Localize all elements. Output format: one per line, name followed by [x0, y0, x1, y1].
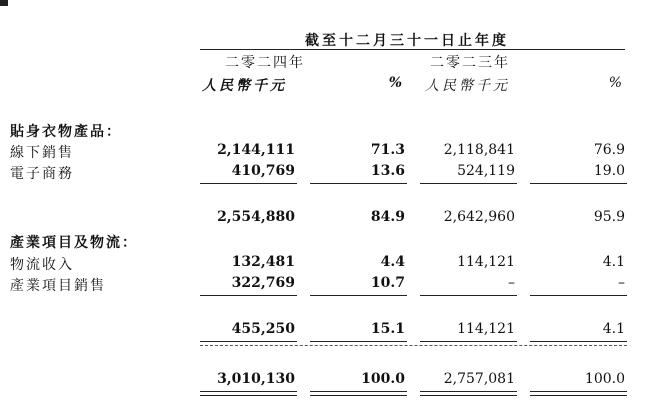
- total-rule: [420, 341, 517, 342]
- total-rule: [200, 341, 297, 342]
- subtotal-rule: [200, 295, 297, 296]
- cell-value-2024: 132,481: [231, 254, 295, 270]
- subtotal-pct-2023: 95.9: [593, 209, 625, 225]
- section-title-intimate-wear: 貼身衣物產品：: [10, 124, 122, 140]
- row-label: 線下銷售: [10, 145, 74, 161]
- total-value-2024: 3,010,130: [217, 371, 295, 387]
- subtotal-rule: [530, 295, 627, 296]
- subtotal-rule: [310, 295, 407, 296]
- total-double-rule: [530, 391, 627, 396]
- total-double-rule: [420, 391, 517, 396]
- page-corner-mark: [0, 0, 8, 6]
- subtotal-rule: [420, 183, 517, 184]
- unit-rmb-2024: 人民幣千元: [202, 78, 287, 94]
- subtotal-value-2024: 455,250: [231, 321, 295, 337]
- total-value-2023: 2,757,081: [443, 371, 515, 387]
- total-double-rule: [310, 391, 407, 396]
- cell-pct-2024: 71.3: [370, 142, 405, 158]
- subtotal-value-2023: 114,121: [457, 321, 515, 337]
- cell-pct-2024: 13.6: [370, 163, 405, 179]
- cell-value-2023: 114,121: [457, 254, 515, 270]
- total-pct-2023: 100.0: [584, 371, 625, 387]
- year-2023-header: 二零二三年: [430, 55, 510, 71]
- cell-pct-2024: 4.4: [380, 254, 405, 270]
- cell-value-2023: –: [508, 275, 515, 291]
- subtotal-value-2023: 2,642,960: [443, 209, 515, 225]
- dashed-separator: [200, 345, 627, 346]
- subtotal-value-2024: 2,554,880: [217, 209, 295, 225]
- subtotal-pct-2024: 84.9: [370, 209, 405, 225]
- subtotal-pct-2024: 15.1: [370, 321, 405, 337]
- cell-value-2024: 322,769: [231, 275, 295, 291]
- subtotal-pct-2023: 4.1: [602, 321, 625, 337]
- cell-value-2023: 524,119: [457, 163, 515, 179]
- cell-pct-2023: 76.9: [593, 142, 625, 158]
- period-header: 截至十二月三十一日止年度: [305, 33, 509, 49]
- total-double-rule: [200, 391, 297, 396]
- unit-pct-2023: %: [608, 75, 625, 91]
- total-pct-2024: 100.0: [361, 371, 405, 387]
- unit-pct-2024: %: [388, 75, 405, 91]
- subtotal-rule: [420, 295, 517, 296]
- cell-value-2023: 2,118,841: [443, 142, 515, 158]
- total-rule: [310, 341, 407, 342]
- unit-rmb-2023: 人民幣千元: [425, 78, 510, 94]
- row-label: 電子商務: [10, 166, 74, 182]
- subtotal-rule: [200, 183, 297, 184]
- cell-pct-2023: –: [618, 275, 625, 291]
- cell-value-2024: 410,769: [231, 163, 295, 179]
- total-rule: [530, 341, 627, 342]
- row-label: 物流收入: [10, 257, 74, 273]
- subtotal-rule: [310, 183, 407, 184]
- subtotal-rule: [530, 183, 627, 184]
- row-label: 產業項目銷售: [10, 278, 106, 294]
- year-2024-header: 二零二四年: [225, 55, 305, 71]
- cell-pct-2024: 10.7: [370, 275, 405, 291]
- cell-value-2024: 2,144,111: [217, 142, 295, 158]
- section-title-industrial-logistics: 產業項目及物流：: [10, 235, 138, 251]
- cell-pct-2023: 4.1: [602, 254, 625, 270]
- cell-pct-2023: 19.0: [593, 163, 625, 179]
- header-rule: [200, 49, 625, 50]
